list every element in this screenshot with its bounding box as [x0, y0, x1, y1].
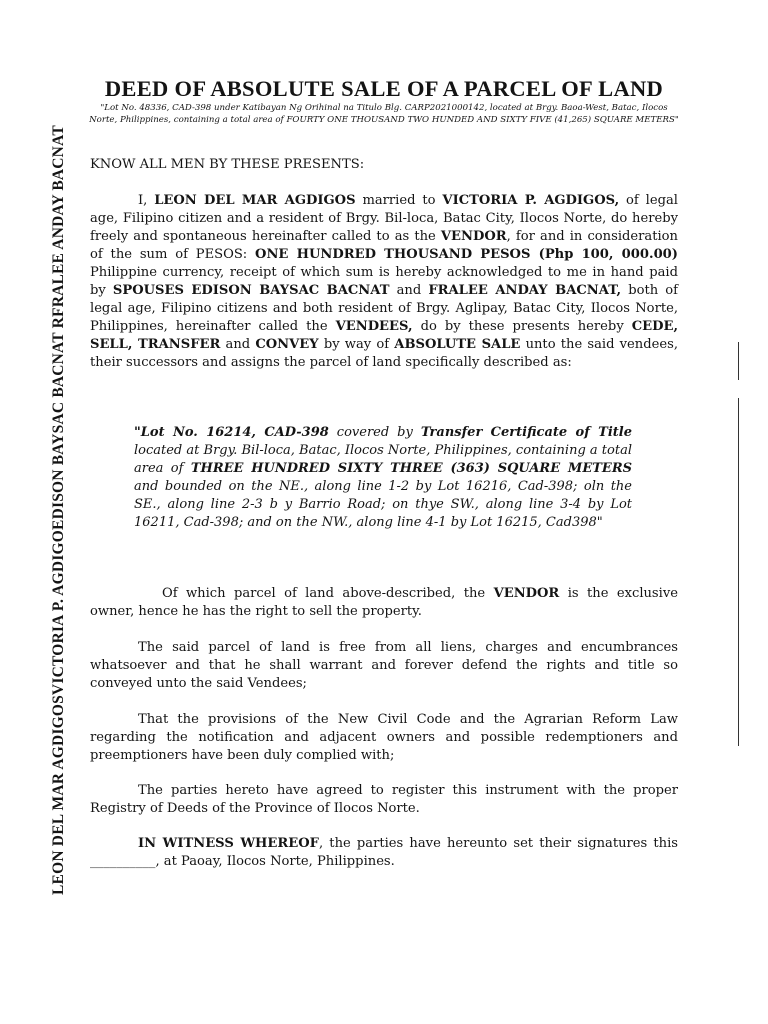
paragraph-liens: The said parcel of land is free from all liens, charges and encumbrances whatsoever and that he shall warrant and forever defend the rights and title so conveyed unto the said Vendees; [90, 640, 678, 691]
margin-signatures-text: LEON DEL MAR AGDIGOSVICTORIA P. AGDIGOEDISON BAYSAC BACNAT RFRALEE ANDAY BACNAT [50, 125, 67, 895]
margin-rule-upper [738, 342, 739, 380]
paragraph-civil-code: That the provisions of the New Civil Code and the Agrarian Reform Law regarding the notification and adjacent owners and possible redemptioners and preemptioners have been duly complied with; [90, 712, 678, 763]
property-description: "Lot No. 16214, CAD-398 covered by Transfer Certificate of Title located at Brgy. Bil-loca, Batac, Ilocos Norte, Philippines, containing a total area of THREE HUNDRED SIXTY THREE (363) SQUARE METERS and bounded on the NE., along line 1-2 by Lot 16216, Cad-398; oln the SE., along line 2-3 b y Barrio Road; on thye SW., along line 3-4 by Lot 16211, Cad-398; and on the NW., along line 4-1 by Lot 16215, Cad398" [134, 425, 633, 530]
paragraph-ownership: Of which parcel of land above-described, the VENDOR is the exclusive owner, hence he has the right to sell the property. [90, 586, 678, 619]
document-subtitle: "Lot No. 48336, CAD-398 under Katibayan Ng Orihinal na Titulo Blg. CARP2021000142, located at Brgy. Baoa-West, Batac, Ilocos Norte, Philippines, containing a total area of FOURTY ONE THOUSAND TWO HUNDED AND SIXTY FIVE (41,265) SQUARE METERS" [89, 103, 679, 125]
margin-rule-lower [738, 398, 739, 746]
paragraph-registry: The parties hereto have agreed to register this instrument with the proper Registry of Deeds of the Province of Ilocos Norte. [90, 783, 678, 816]
document-title: DEED OF ABSOLUTE SALE OF A PARCEL OF LAND [104, 76, 664, 101]
paragraph-parties: I, LEON DEL MAR AGDIGOS married to VICTORIA P. AGDIGOS, of legal age, Filipino citizen and a resident of Brgy. Bil-loca, Batac City, Ilocos Norte, do hereby freely and spontaneous hereinafter called to as the VENDOR, for and in consideration of the sum of PESOS: ONE HUNDRED THOUSAND PESOS (Php 100, 000.00) Philippine currency, receipt of which sum is hereby acknowledged to me in hand paid by SPOUSES EDISON BAYSAC BACNAT and FRALEE ANDAY BACNAT, both of legal age, Filipino citizens and both resident of Brgy. Aglipay, Batac City, Ilocos Norte, Philippines, hereinafter called the VENDEES, do by these presents hereby CEDE, SELL, TRANSFER and CONVEY by way of ABSOLUTE SALE unto the said vendees, their successors and assigns the parcel of land specifically described as: [90, 193, 678, 370]
date-blank: __________ [90, 854, 156, 869]
paragraph-witness: IN WITNESS WHEREOF, the parties have hereunto set their signatures this __________, at Paoay, Ilocos Norte, Philippines. [90, 836, 678, 869]
salutation: KNOW ALL MEN BY THESE PRESENTS: [90, 157, 365, 172]
